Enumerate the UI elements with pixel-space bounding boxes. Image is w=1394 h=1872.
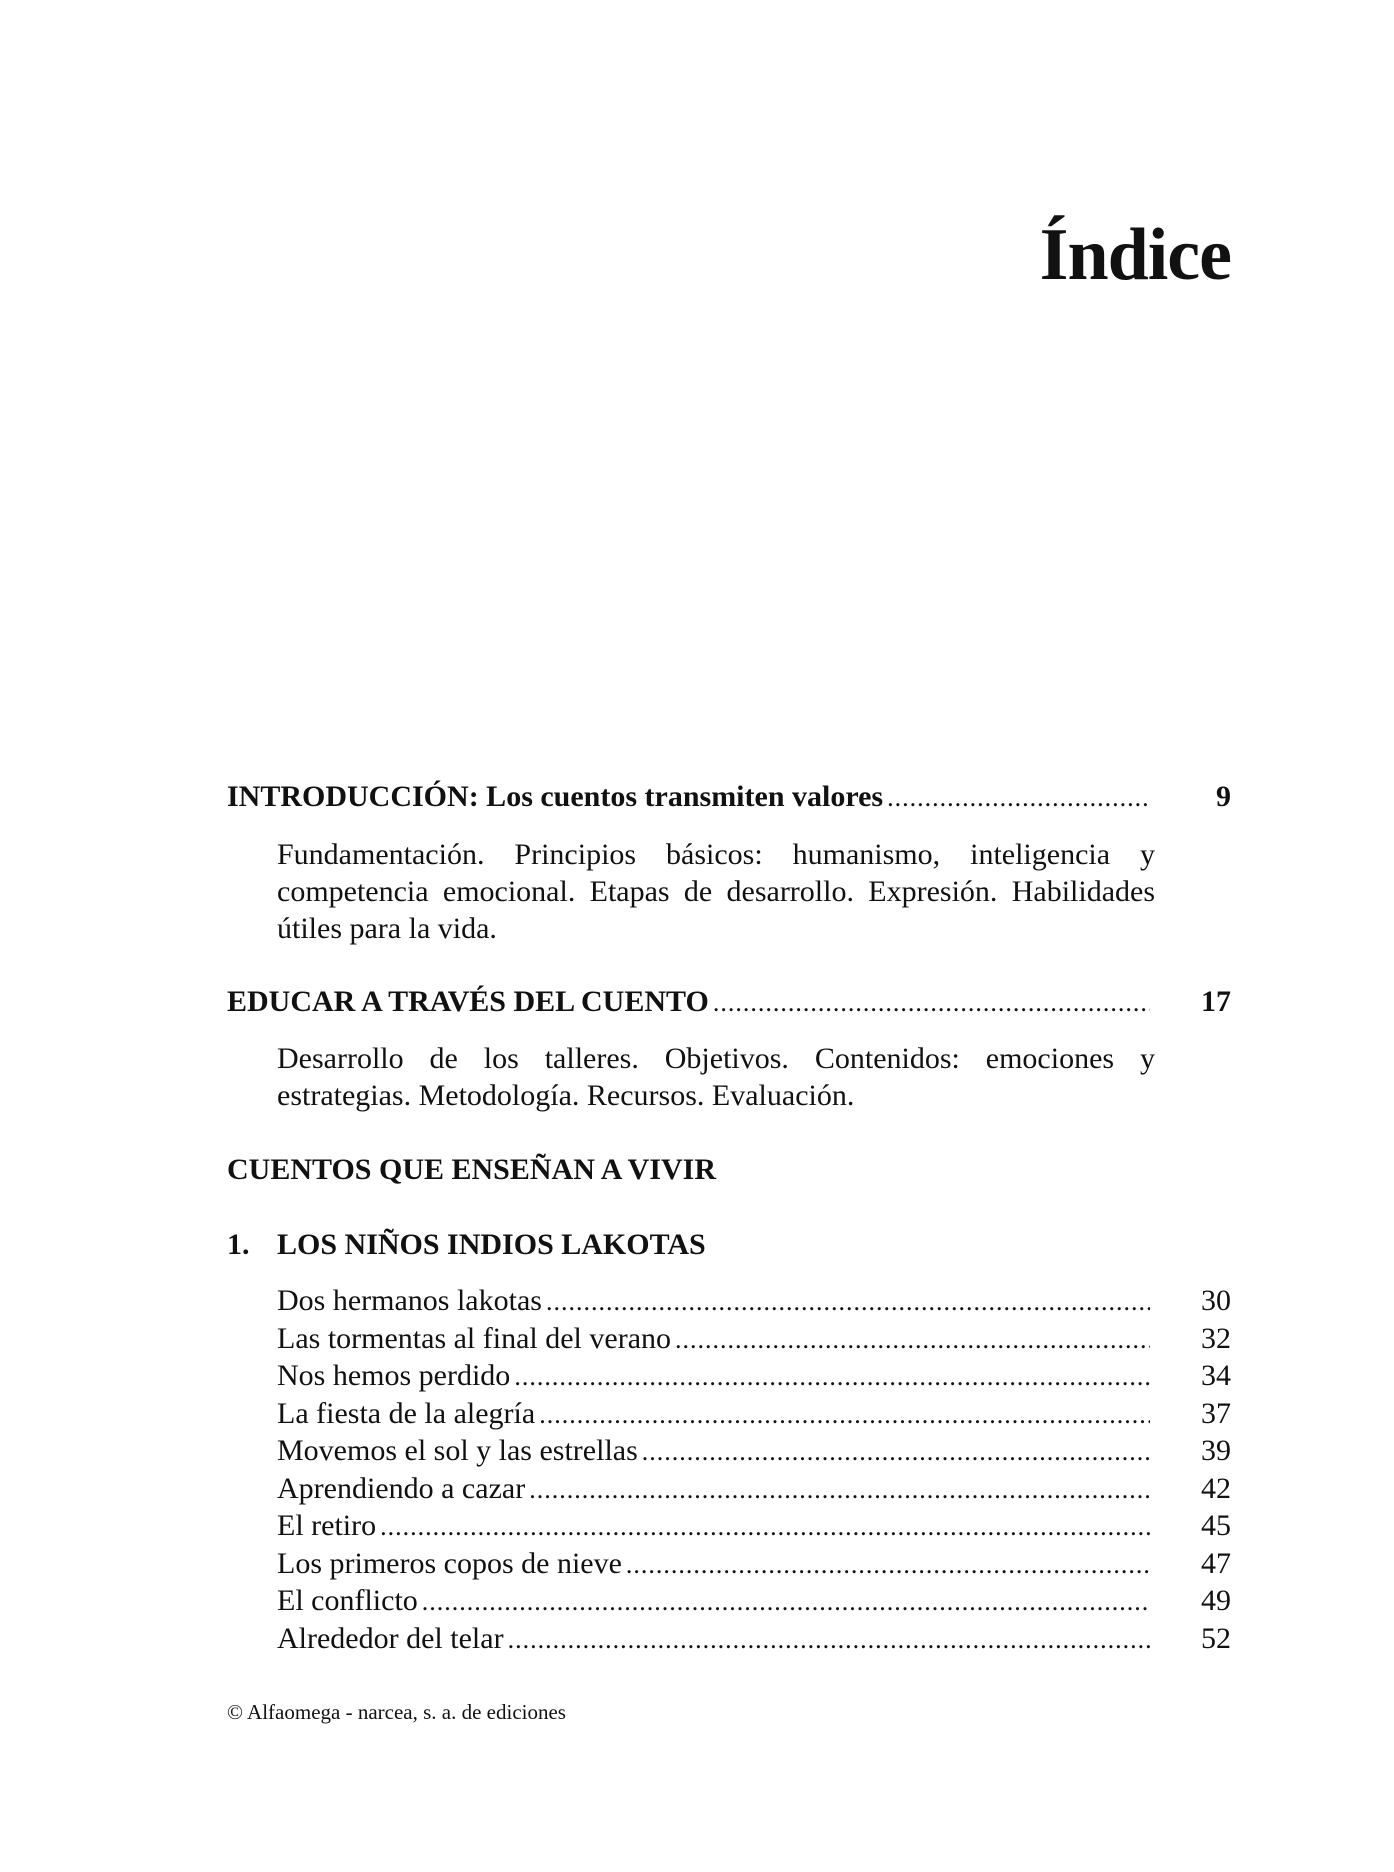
toc-item[interactable] [277,1397,1231,1431]
toc-entry-page: 17 [1201,985,1231,1018]
dot-leader [508,1625,1150,1655]
dot-leader [529,1475,1150,1505]
toc-item-label: Dos hermanos lakotas [277,1284,542,1317]
dot-leader [887,783,1150,813]
toc-entry-description: Desarrollo de los talleres. Objetivos. Contenidos: emociones y estrategias. Metodología. Recursos. Evaluación. [277,1042,1155,1112]
toc-entry-label: INTRODUCCIÓN: Los cuentos transmiten valores [227,780,884,813]
toc-item-page: 37 [1201,1396,1231,1430]
toc-item[interactable] [277,1622,1231,1656]
toc-item[interactable] [277,1584,1231,1618]
toc-item-page: 30 [1201,1284,1231,1317]
toc-entry-introduccion[interactable] [227,780,1231,814]
toc-item-page: 39 [1201,1434,1231,1467]
toc-item-label: Las tormentas al final del verano [277,1321,672,1355]
toc-item[interactable] [277,1472,1231,1506]
toc-item-label: Nos hemos perdido [277,1359,511,1392]
toc-item-label: Alrededor del telar [277,1621,504,1655]
toc-item-page: 47 [1201,1546,1231,1580]
toc-item-label: El conflicto [277,1584,418,1617]
toc-item-page: 52 [1201,1621,1231,1655]
toc-item[interactable] [277,1434,1231,1468]
section-heading: CUENTOS QUE ENSEÑAN A VIVIR [227,1153,717,1186]
toc-item-page: 32 [1201,1321,1231,1355]
toc-item-label: La fiesta de la alegría [277,1396,536,1430]
dot-leader [380,1512,1150,1542]
toc-item[interactable] [277,1284,1231,1318]
toc-entry-label: EDUCAR A TRAVÉS DEL CUENTO [227,985,709,1018]
copyright-footer: © Alfaomega - narcea, s. a. de ediciones [227,1700,566,1724]
toc-item[interactable] [277,1359,1231,1393]
dot-leader [422,1587,1150,1617]
toc-item-label: Aprendiendo a cazar [277,1471,526,1505]
dot-leader [713,988,1150,1018]
toc-item-page: 34 [1201,1359,1231,1392]
toc-item[interactable] [277,1322,1231,1356]
toc-entry-page: 9 [1216,780,1231,813]
toc-entry-educar[interactable] [227,985,1231,1019]
dot-leader [642,1437,1150,1467]
dot-leader [546,1287,1150,1317]
dot-leader [626,1550,1150,1580]
toc-item-label: Los primeros copos de nieve [277,1546,622,1580]
dot-leader [539,1400,1150,1430]
toc-item-page: 42 [1201,1471,1231,1505]
toc-item[interactable] [277,1509,1231,1543]
toc-item-label: Movemos el sol y las estrellas [277,1434,638,1467]
chapter-title: LOS NIÑOS INDIOS LAKOTAS [277,1228,706,1261]
toc-item-page: 45 [1201,1509,1231,1542]
chapter-number: 1. [227,1228,250,1261]
chapter-heading [227,1228,706,1262]
dot-leader [514,1362,1150,1392]
page-title: Índice [1039,214,1231,296]
toc-entry-description: Fundamentación. Principios básicos: humanismo, inteligencia y competencia emocional. Etapas de desarrollo. Expresión. Habilidades útiles para la vida. [277,838,1155,945]
toc-item-label: El retiro [277,1509,377,1542]
toc-item[interactable] [277,1547,1231,1581]
dot-leader [675,1325,1150,1355]
toc-item-page: 49 [1201,1584,1231,1617]
